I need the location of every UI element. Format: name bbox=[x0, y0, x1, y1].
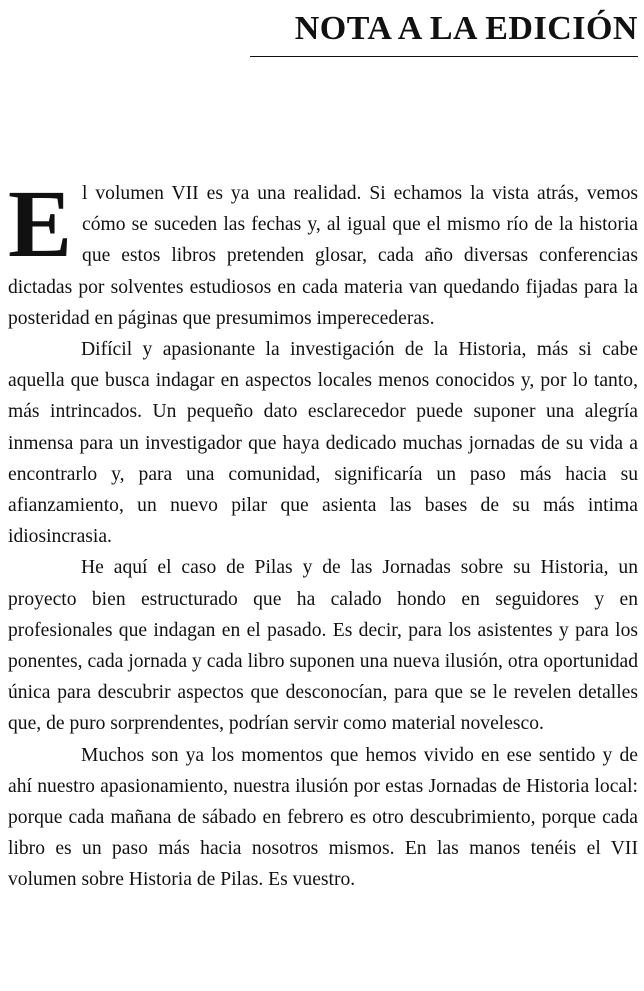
paragraph-1-text: l volumen VII es ya una realidad. Si echamos la vista atrás, vemos cómo se suceden las fechas y, al igual que el mismo río de la historia que estos libros pretenden glosar, cada año diversas conferencias dictadas por solventes estudiosos en cada materia van quedando fijadas para la posteridad en páginas que presumimos imperecederas. bbox=[8, 183, 638, 329]
page-header bbox=[250, 8, 638, 57]
paragraph-4: Muchos son ya los momentos que hemos vivido en ese sentido y de ahí nuestro apasionamiento, nuestra ilusión por estas Jornadas de Historia local: porque cada mañana de sábado en febrero es otro descubrimiento, porque cada libro es un paso más hacia nosotros mismos. En las manos tenéis el VII volumen sobre Historia de Pilas. Es vuestro. bbox=[8, 744, 638, 891]
drop-cap: E bbox=[8, 170, 73, 277]
paragraph-1 bbox=[8, 170, 638, 334]
page-title: NOTA A LA EDICIÓN bbox=[294, 10, 638, 47]
paragraph-3: He aquí el caso de Pilas y de las Jornadas sobre su Historia, un proyecto bien estructurado que ha calado hondo en seguidores y en profesionales que indagan en el pasado. Es decir, para los asistentes y para los ponentes, cada jornada y cada libro suponen una nueva ilusión, otra oportunidad única para descubrir aspectos que desconocían, para que se le revelen detalles que, de puro sorprendentes, podrían servir como material novelesco. bbox=[8, 557, 638, 735]
document-body bbox=[8, 170, 638, 896]
paragraph-2: Difícil y apasionante la investigación de la Historia, más si cabe aquella que busca indagar en aspectos locales menos conocidos y, por lo tanto, más intrincados. Un pequeño dato esclarecedor puede suponer una alegría inmensa para un investigador que haya dedicado muchas jornadas de su vida a encontrarlo y, para una comunidad, significaría un paso más hacia su afianzamiento, un nuevo pilar que asienta las bases de su más intima idiosincrasia. bbox=[8, 339, 638, 548]
